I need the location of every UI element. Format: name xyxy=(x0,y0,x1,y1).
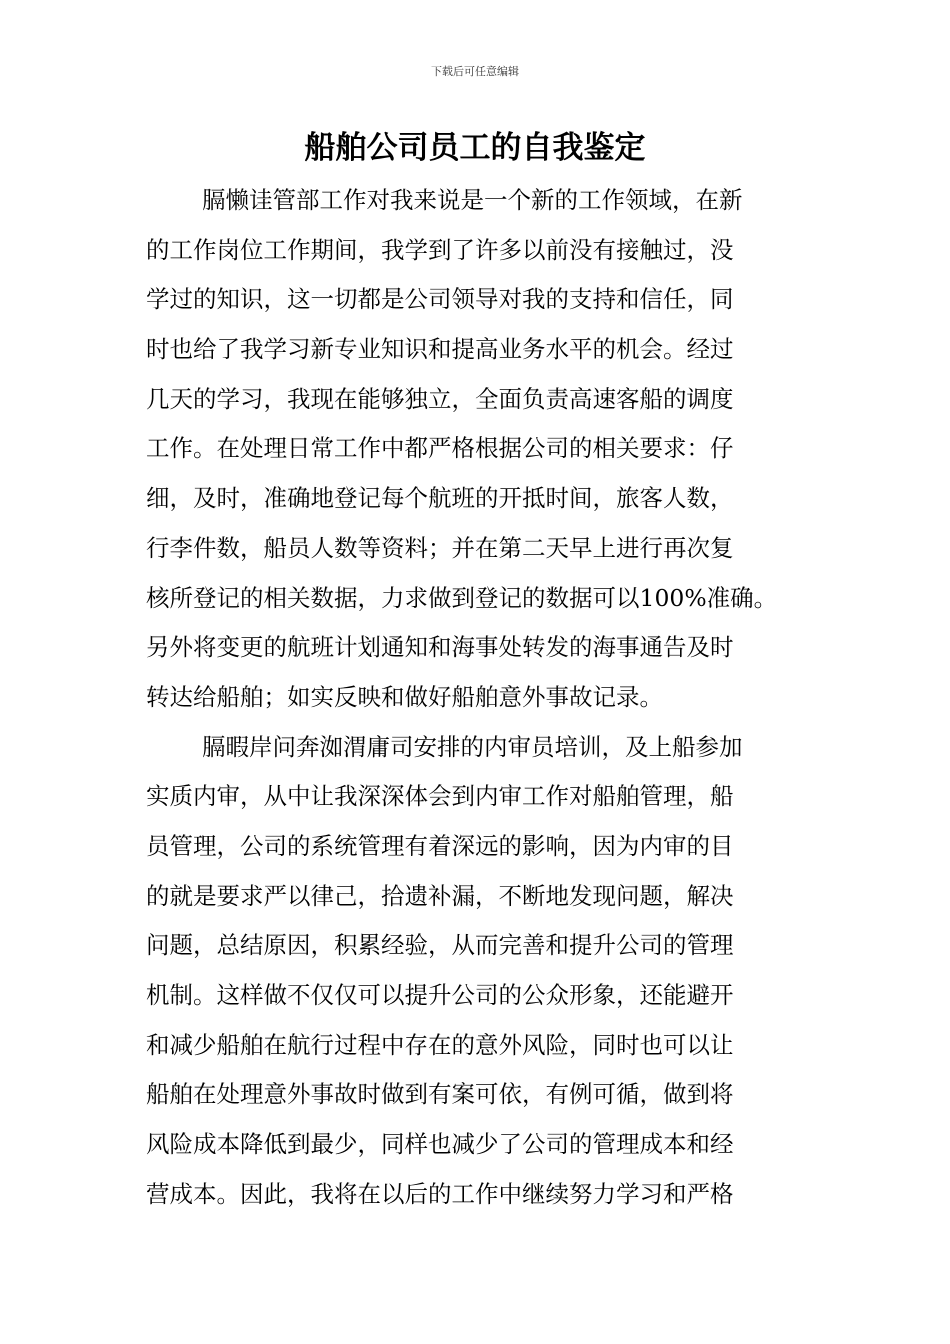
document-title: 船舶公司员工的自我鉴定 xyxy=(304,130,646,166)
paragraph-2-line-5: 问题，总结原因，积累经验，从而完善和提升公司的管理 xyxy=(146,931,734,960)
paragraph-2-line-1: 膈暇岸问奔洳渭庸司安排的内审员培训，及上船参加 xyxy=(202,732,743,761)
paragraph-1-line-4: 时也给了我学习新专业知识和提高业务水平的机会。经过 xyxy=(146,335,734,364)
paragraph-1-line-10: 另外将变更的航班计划通知和海事处转发的海事通告及时 xyxy=(146,633,734,662)
header-note: 下载后可任意编辑 xyxy=(431,65,519,78)
document-body xyxy=(146,176,806,1219)
paragraph-1-line-7: 细，及时，准确地登记每个航班的开抵时间，旅客人数， xyxy=(146,484,734,513)
paragraph-2-line-10: 营成本。因此，我将在以后的工作中继续努力学习和严格 xyxy=(146,1179,734,1208)
paragraph-1-line-5: 几天的学习，我现在能够独立，全面负责高速客船的调度 xyxy=(146,384,734,413)
paragraph-2-line-7: 和减少船舶在航行过程中存在的意外风险，同时也可以让 xyxy=(146,1030,734,1059)
paragraph-1-line-8: 行李件数，船员人数等资料；并在第二天早上进行再次复 xyxy=(146,533,734,562)
paragraph-2-line-6: 机制。这样做不仅仅可以提升公司的公众形象，还能避开 xyxy=(146,981,734,1009)
paragraph-2-line-9: 风险成本降低到最少，同样也减少了公司的管理成本和经 xyxy=(146,1130,734,1159)
paragraph-1-line-2: 的工作岗位工作期间，我学到了许多以前没有接触过，没 xyxy=(146,235,734,264)
paragraph-2-line-8: 船舶在处理意外事故时做到有案可依，有例可循，做到将 xyxy=(146,1080,734,1109)
paragraph-2-line-3: 员管理，公司的系统管理有着深远的影响，因为内审的目 xyxy=(146,831,734,860)
paragraph-1-line-9: 核所登记的相关数据，力求做到登记的数据可以100%准确。 xyxy=(146,583,778,612)
paragraph-1-line-1: 膈懒诖管部工作对我来说是一个新的工作领域，在新 xyxy=(202,186,743,214)
paragraph-2-line-4: 的就是要求严以律己，拾遗补漏，不断地发现问题，解决 xyxy=(146,881,734,910)
paragraph-2-line-2: 实质内审，从中让我深深体会到内审工作对船舶管理，船 xyxy=(146,782,734,811)
paragraph-1-line-3: 学过的知识，这一切都是公司领导对我的支持和信任，同 xyxy=(146,285,734,314)
paragraph-1-line-11: 转达给船舶；如实反映和做好船舶意外事故记录。 xyxy=(146,682,663,711)
paragraph-1-line-6: 工作。在处理日常工作中都严格根据公司的相关要求：仔 xyxy=(146,434,734,463)
